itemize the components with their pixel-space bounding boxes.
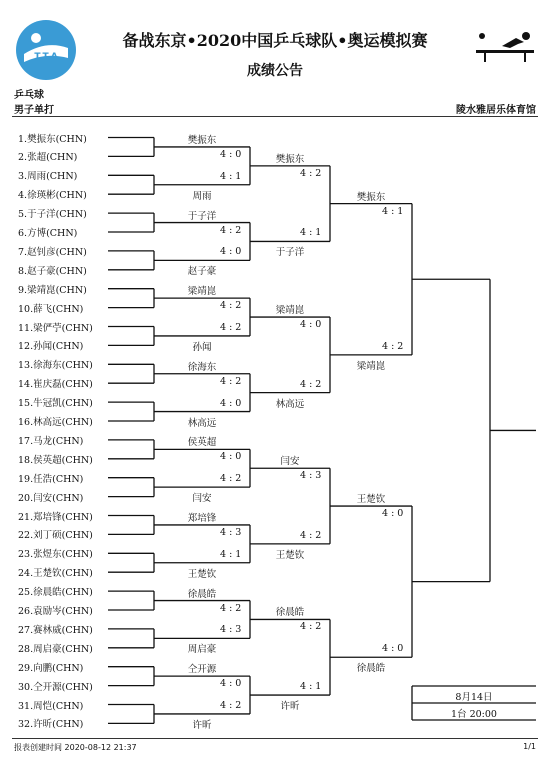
round1-score-top: 4 : 2 [220, 602, 242, 614]
round2-score-top: 4 : 2 [300, 621, 322, 633]
round1-winner-top: 于子洋 [187, 210, 217, 222]
player-entry: 23.张煜东(CHN) [18, 549, 93, 561]
player-entry: 18.侯英超(CHN) [18, 454, 93, 466]
player-entry: 24.王楚钦(CHN) [18, 568, 93, 580]
round1-score-bottom: 4 : 1 [220, 548, 242, 560]
player-entry: 31.周恺(CHN) [18, 700, 84, 712]
round1-winner-bottom: 闫安 [192, 493, 212, 505]
round1-winner-top: 侯英超 [187, 437, 217, 449]
player-entry: 4.徐瑛彬(CHN) [18, 190, 87, 202]
round1-winner-top: 徐海东 [187, 361, 217, 373]
page-title: 备战东京•2020中国乒乓球队•奥运模拟赛 [122, 31, 428, 50]
round1-winner-bottom: 周启豪 [187, 644, 217, 656]
player-entry: 12.孙闻(CHN) [18, 341, 84, 353]
round1-score-bottom: 4 : 0 [220, 397, 242, 409]
player-entry: 25.徐晨皓(CHN) [18, 587, 93, 599]
round1-score-bottom: 4 : 0 [220, 246, 242, 258]
venue-label: 陵水雅居乐体育馆 [456, 105, 536, 116]
player-entry: 13.徐海东(CHN) [18, 360, 93, 372]
player-entry: 11.梁俨苧(CHN) [18, 322, 93, 334]
page-subtitle: 成绩公告 [247, 63, 303, 79]
report-created-time: 报表创建时间 2020-08-12 21:37 [14, 743, 137, 752]
player-entry: 27.赛林威(CHN) [18, 624, 93, 636]
round1-score-bottom: 4 : 2 [220, 321, 242, 333]
round2-score-top: 4 : 2 [300, 167, 322, 179]
round1-winner-bottom: 王楚钦 [187, 568, 217, 580]
round2-winner-top: 梁靖崑 [275, 305, 305, 317]
round2-winner-bottom: 林高远 [275, 398, 305, 410]
round1-winner-bottom: 孙闻 [192, 341, 212, 353]
player-entry: 26.袁励岑(CHN) [18, 606, 93, 617]
round1-winner-top: 徐晨皓 [187, 588, 217, 600]
event-label: 男子单打 [14, 105, 54, 116]
player-entry: 2.张超(CHN) [18, 152, 78, 164]
round1-score-top: 4 : 2 [220, 375, 242, 387]
round1-score-bottom: 4 : 2 [220, 699, 242, 711]
player-entry: 10.薛飞(CHN) [18, 303, 84, 315]
round3-winner-bottom: 徐晨皓 [356, 663, 386, 675]
round2-winner-bottom: 王楚钦 [275, 549, 305, 561]
page-number: 1/1 [523, 742, 536, 751]
round2-score-bottom: 4 : 1 [300, 227, 322, 239]
round2-score-bottom: 4 : 2 [300, 378, 322, 390]
footer-divider [12, 738, 538, 739]
round2-winner-top: 徐晨皓 [275, 607, 305, 619]
player-entry: 16.林高远(CHN) [18, 417, 93, 428]
round1-score-top: 4 : 3 [220, 526, 242, 538]
round1-score-top: 4 : 2 [220, 224, 242, 236]
round1-score-top: 4 : 0 [220, 678, 242, 690]
round3-winner-top: 王楚钦 [356, 494, 386, 506]
round1-winner-top: 仝开源 [187, 664, 217, 676]
player-entry: 21.郑培锋(CHN) [18, 511, 93, 523]
player-entry: 22.刘丁硕(CHN) [18, 530, 93, 542]
schedule-date: 8月14日 [455, 692, 493, 703]
player-entry: 5.于子洋(CHN) [18, 209, 87, 221]
schedule-box [412, 686, 536, 720]
player-entry: 19.任浩(CHN) [18, 473, 84, 485]
player-entry: 29.向鹏(CHN) [18, 662, 84, 674]
player-entry: 1.樊振东(CHN) [18, 133, 87, 145]
player-entry: 20.闫安(CHN) [18, 492, 84, 504]
round3-winner-top: 樊振东 [356, 191, 386, 203]
round1-score-bottom: 4 : 3 [220, 624, 242, 636]
round3-score-top: 4 : 1 [382, 205, 404, 217]
round1-winner-top: 樊振东 [187, 134, 217, 146]
round3-score-bottom: 4 : 2 [382, 340, 404, 352]
round1-score-top: 4 : 2 [220, 300, 242, 312]
round2-score-bottom: 4 : 1 [300, 681, 322, 693]
player-entry: 15.牛冠凯(CHN) [18, 398, 93, 410]
round2-winner-top: 樊振东 [275, 153, 305, 165]
player-entry: 6.方博(CHN) [18, 228, 78, 239]
sport-label: 乒乓球 [14, 90, 44, 101]
player-entry: 8.赵子豪(CHN) [18, 265, 87, 277]
round1-score-bottom: 4 : 2 [220, 473, 242, 485]
player-entry: 28.周启豪(CHN) [18, 643, 93, 655]
player-entry: 32.许昕(CHN) [18, 719, 84, 731]
round1-winner-bottom: 许昕 [192, 719, 212, 731]
player-entry: 17.马龙(CHN) [18, 435, 84, 447]
round1-score-top: 4 : 0 [220, 148, 242, 160]
round1-winner-bottom: 赵子豪 [187, 266, 217, 278]
svg-text:T.T.A: T.T.A [34, 52, 58, 62]
round3-score-bottom: 4 : 0 [382, 643, 404, 655]
round1-winner-top: 梁靖崑 [187, 286, 217, 298]
round1-winner-top: 郑培锋 [187, 512, 217, 524]
round2-score-bottom: 4 : 2 [300, 529, 322, 541]
round2-winner-bottom: 于子洋 [275, 247, 305, 259]
round3-winner-bottom: 梁靖崑 [356, 360, 386, 372]
round2-winner-top: 闫安 [280, 456, 300, 468]
round1-score-bottom: 4 : 1 [220, 170, 242, 182]
player-entry: 14.崔庆磊(CHN) [18, 379, 93, 391]
player-entry: 9.梁靖崑(CHN) [18, 284, 87, 296]
round3-score-top: 4 : 0 [382, 508, 404, 520]
schedule-slot: 1台 20:00 [451, 709, 497, 720]
player-entry: 3.周雨(CHN) [18, 171, 78, 183]
round1-score-top: 4 : 0 [220, 451, 242, 463]
round2-score-top: 4 : 0 [300, 319, 322, 331]
round1-winner-bottom: 周雨 [192, 190, 212, 202]
round1-winner-bottom: 林高远 [187, 417, 217, 429]
player-entry: 7.赵钊彦(CHN) [18, 246, 87, 258]
player-entry: 30.仝开源(CHN) [18, 681, 93, 693]
round2-winner-bottom: 许昕 [280, 701, 300, 713]
round2-score-top: 4 : 3 [300, 470, 322, 482]
